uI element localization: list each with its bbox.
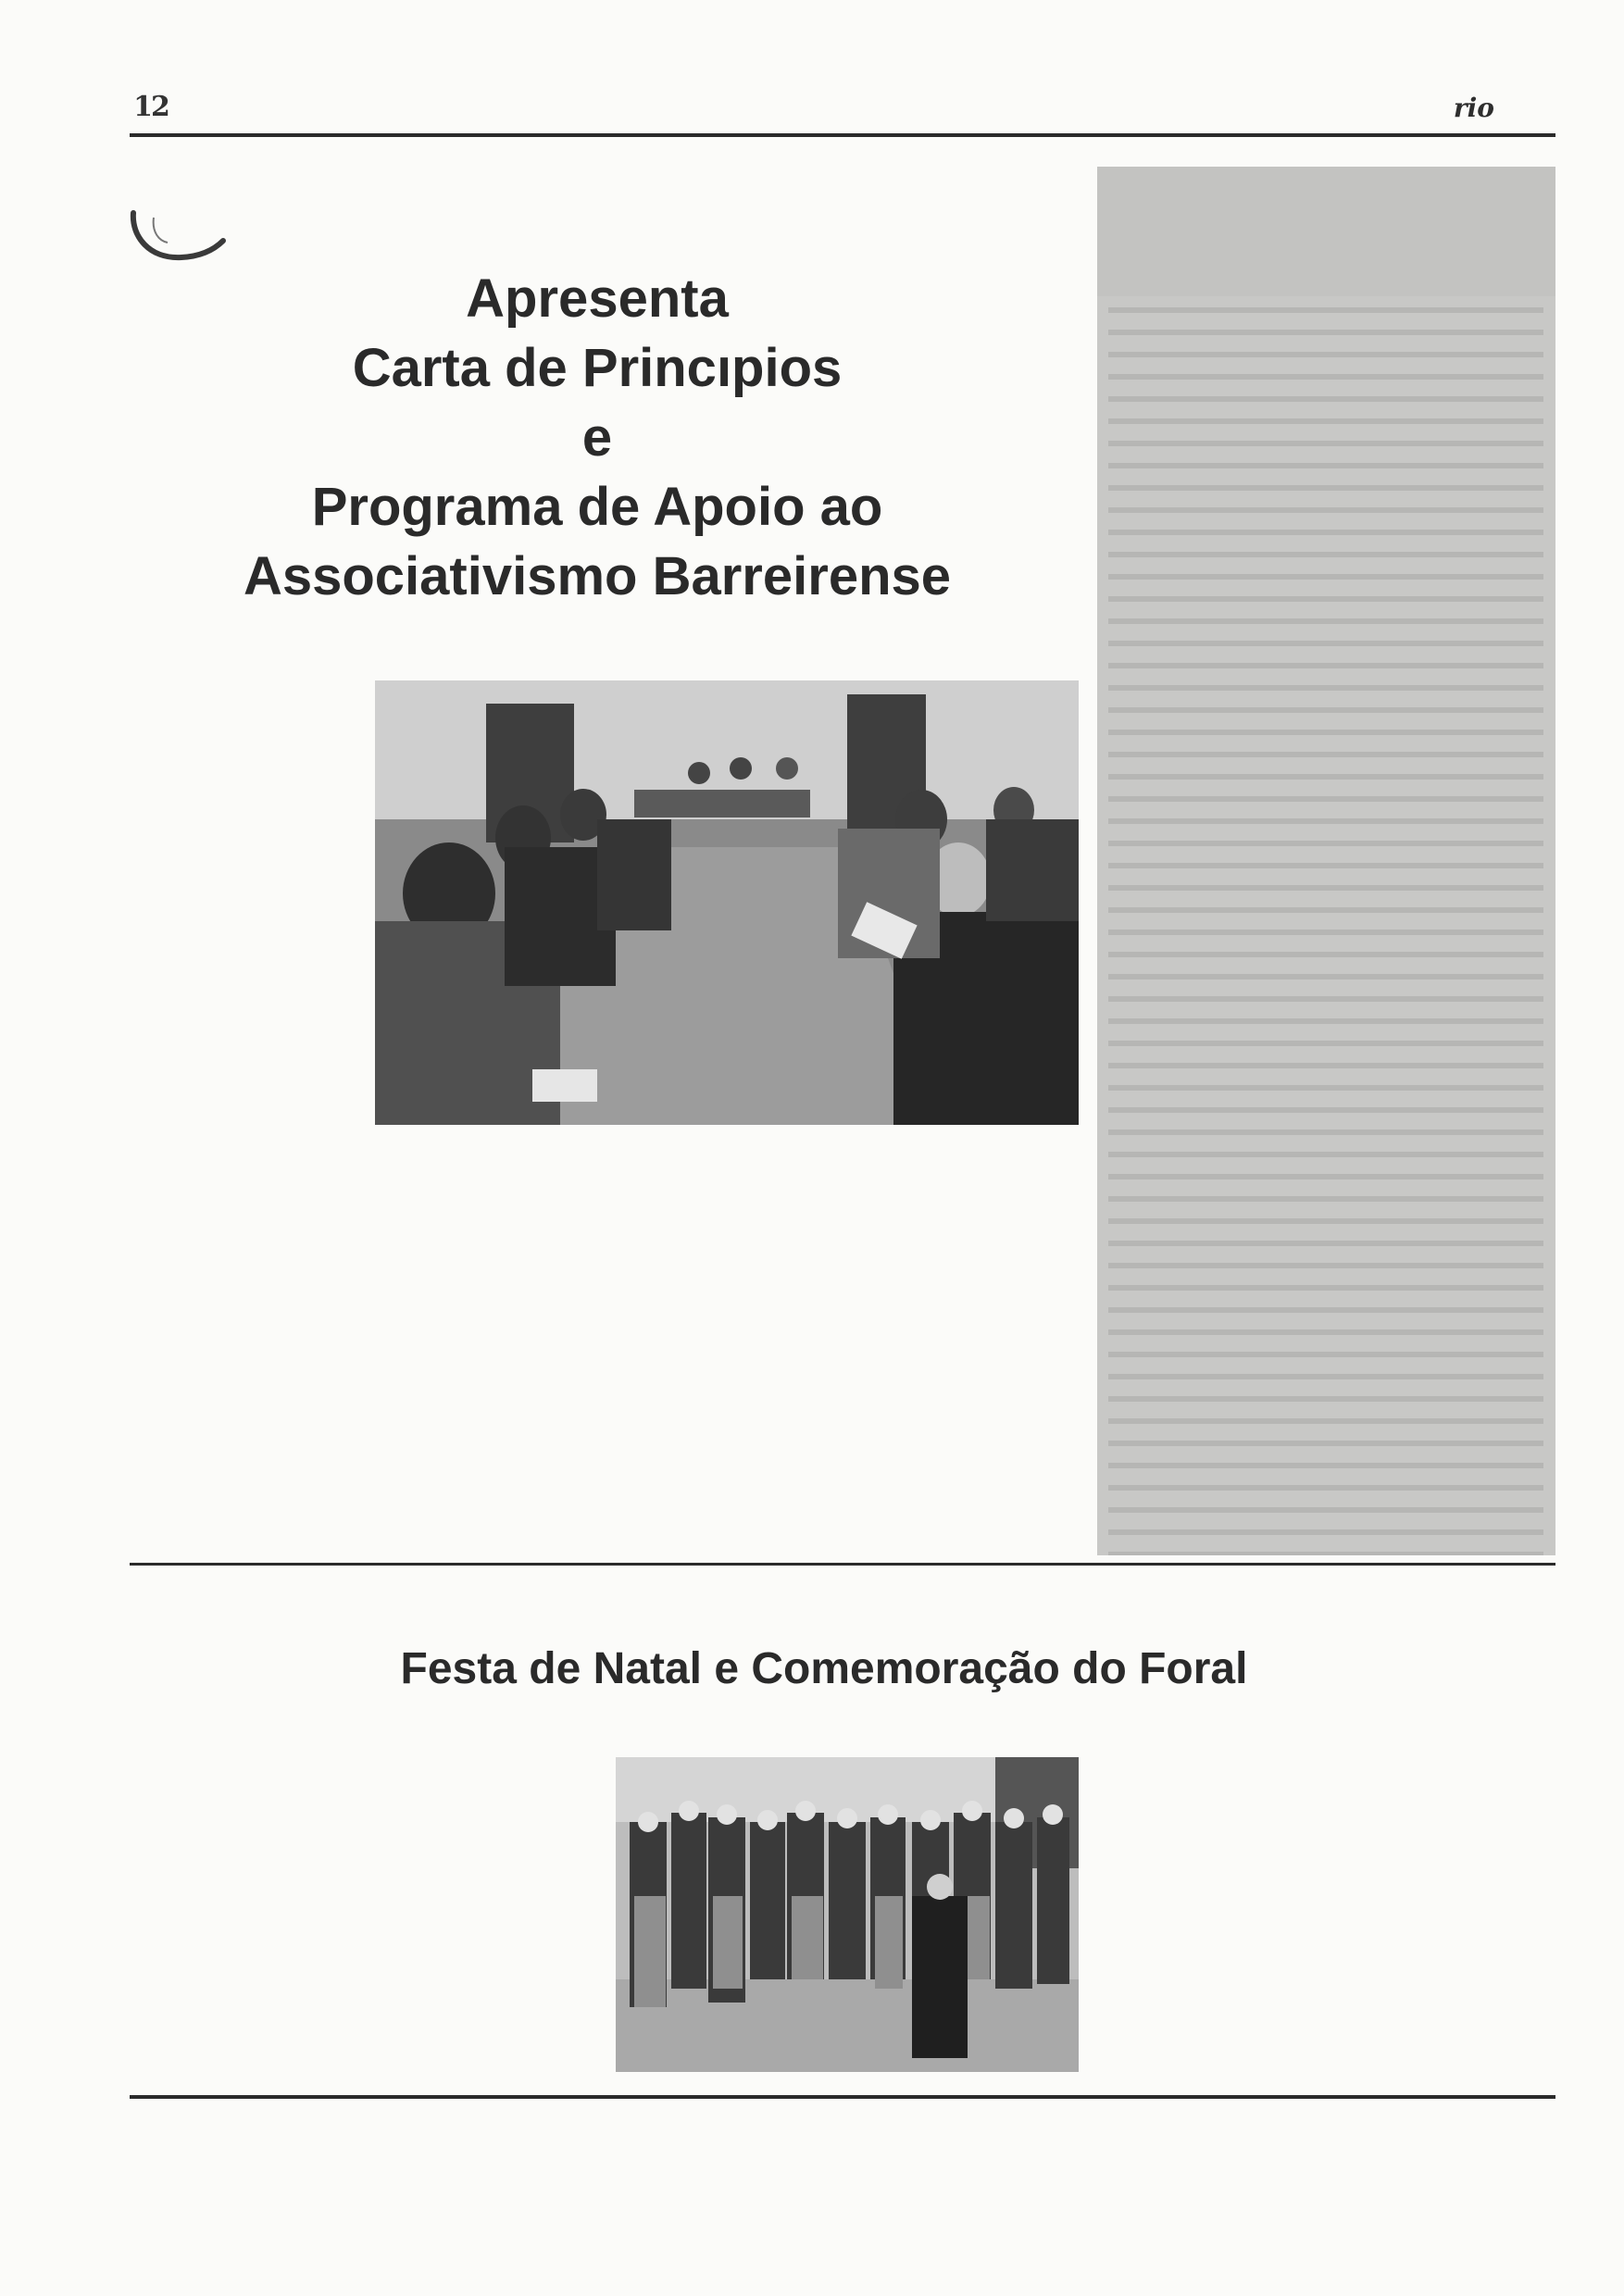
section-divider bbox=[130, 1563, 1555, 1566]
article-headline bbox=[167, 264, 1028, 611]
headline-line: Programa de Apoio ao bbox=[311, 477, 883, 537]
article-headline: Festa de Natal e Comemoração do Foral bbox=[400, 1644, 1248, 1693]
footer-rule bbox=[130, 2095, 1555, 2099]
header-rule bbox=[130, 133, 1555, 137]
masthead-label: rio bbox=[1453, 93, 1494, 123]
page-number: 12 bbox=[133, 91, 169, 123]
faded-sidebar-column bbox=[1097, 167, 1555, 1555]
choir-photo bbox=[616, 1757, 1079, 2072]
meeting-photo bbox=[375, 680, 1079, 1125]
headline-line: e bbox=[581, 407, 613, 468]
faded-text-texture bbox=[1097, 167, 1555, 1555]
headline-line: Carta de Princıpios bbox=[352, 338, 843, 398]
headline-line: Associativismo Barreirense bbox=[243, 546, 952, 606]
headline-line: Apresenta bbox=[466, 268, 729, 329]
